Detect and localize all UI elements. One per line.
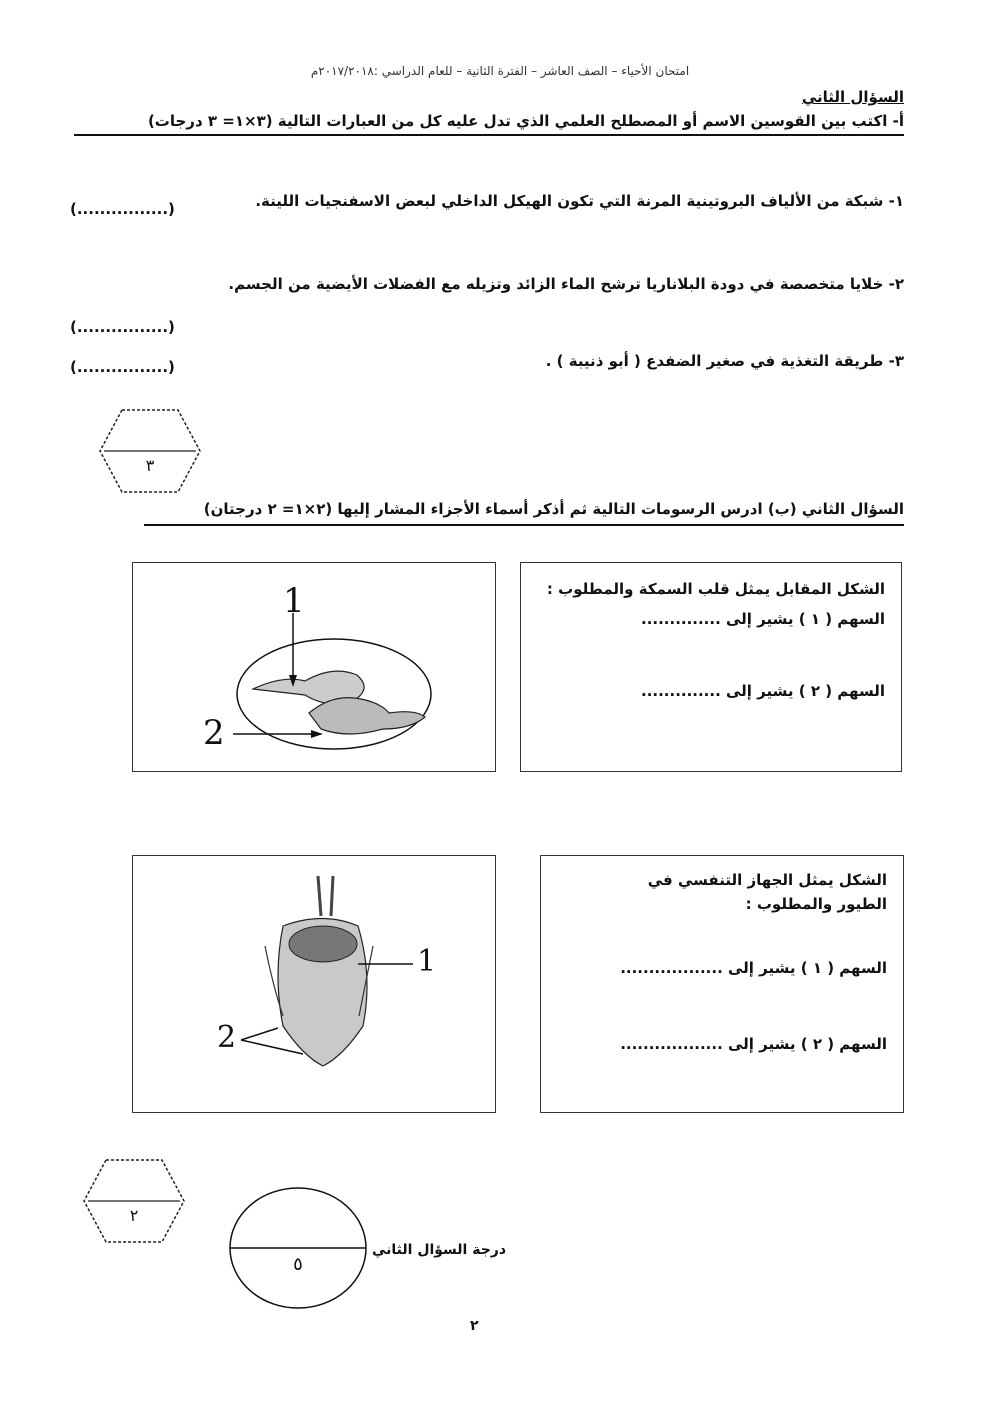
- total-score-label: درجة السؤال الثاني: [372, 1242, 507, 1258]
- fish-heart-question-box: [520, 562, 902, 772]
- part-a-instruction: أ- اكتب بين القوسين الاسم أو المصطلح العلمي الذي تدل عليه كل من العبارات التالية (٣×١= ٣ درجات): [74, 112, 904, 136]
- bird-arrow-2: السهم ( ٢ ) يشير إلى ..................: [620, 1035, 887, 1053]
- answer-blank-1[interactable]: (................): [70, 200, 175, 218]
- fish-description: الشكل المقابل يمثل قلب السمكة والمطلوب :: [546, 580, 885, 598]
- section-title: السؤال الثاني: [801, 88, 904, 106]
- question-2: ٢- خلايا متخصصة في دودة البلاناريا ترشح الماء الزائد وتزيله مع الفضلات الأيضية من الجسم.: [228, 275, 904, 293]
- question-3: ٣- طريقة التغذية في صغير الضفدع ( أبو ذنيبة ) .: [545, 352, 904, 370]
- part-b-score-hexagon: [82, 1158, 186, 1244]
- page-number: ٢: [470, 1318, 479, 1334]
- bird-respiratory-question-box: [540, 855, 904, 1113]
- answer-blank-2[interactable]: (................): [70, 318, 175, 336]
- part-a-score: ٣: [145, 456, 155, 475]
- fish-label-1: 1: [283, 581, 305, 621]
- total-score-value: ٥: [293, 1254, 303, 1275]
- part-b-instruction: السؤال الثاني (ب) ادرس الرسومات التالية ثم أذكر أسماء الأجزاء المشار إليها (٢×١= ٢ درجتان): [144, 500, 904, 526]
- part-b-score: ٢: [129, 1206, 139, 1225]
- fish-arrow-2: السهم ( ٢ ) يشير إلى ..............: [641, 682, 885, 700]
- bird-label-1: 1: [417, 944, 437, 979]
- bird-arrow-1: السهم ( ١ ) يشير إلى ..................: [620, 959, 887, 977]
- question-1: ١- شبكة من الألياف البروتينية المرنة التي تكون الهيكل الداخلي لبعض الاسفنجيات اللينة.: [255, 192, 904, 210]
- fish-arrow-1: السهم ( ١ ) يشير إلى ..............: [641, 610, 885, 628]
- fish-heart-figure: [132, 562, 496, 772]
- bird-label-2: 2: [217, 1020, 237, 1055]
- exam-header: امتحان الأحياء – الصف العاشر – الفترة الثانية – للعام الدراسي :٢٠١٧/٢٠١٨م: [310, 64, 690, 78]
- part-a-score-hexagon: [98, 408, 202, 494]
- total-score-circle: [228, 1186, 368, 1310]
- fish-label-2: 2: [203, 713, 225, 753]
- bird-respiratory-figure: [132, 855, 496, 1113]
- bird-description: الشكل يمثل الجهاز التنفسي في الطيور والمطلوب :: [647, 871, 887, 913]
- answer-blank-3[interactable]: (................): [70, 358, 175, 376]
